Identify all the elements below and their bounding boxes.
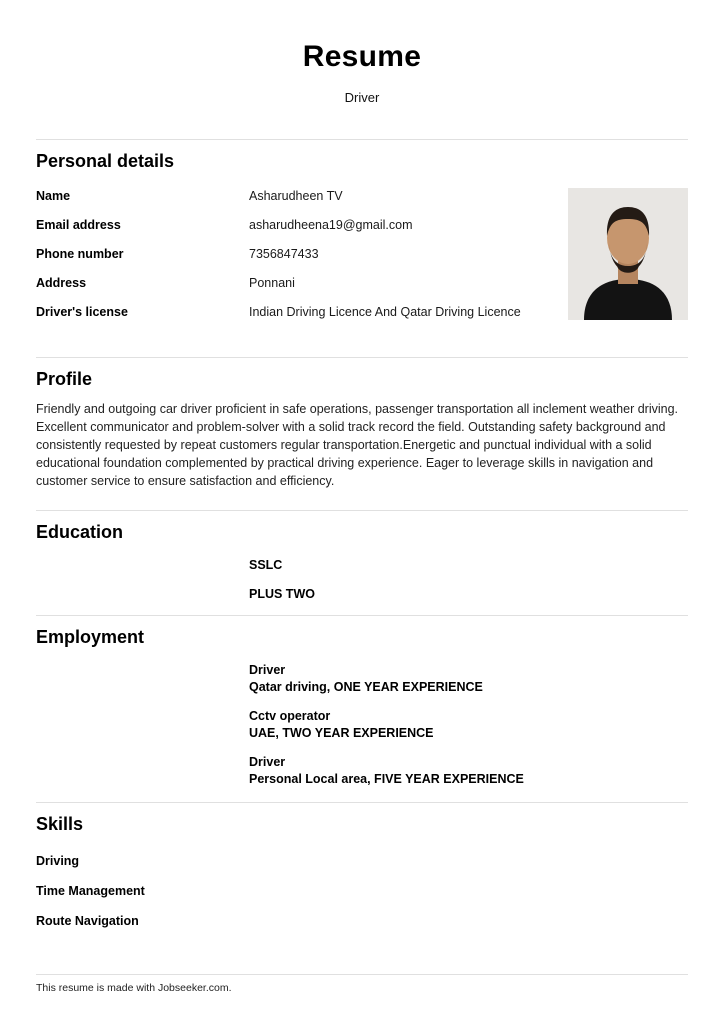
footer-credit: This resume is made with Jobseeker.com. bbox=[36, 982, 232, 994]
employment-heading: Employment bbox=[36, 627, 145, 647]
page-footer bbox=[36, 974, 688, 994]
section-personal-details bbox=[36, 139, 688, 333]
profile-photo bbox=[568, 188, 688, 320]
detail-label: Email address bbox=[36, 218, 121, 232]
page-title: Resume bbox=[302, 40, 422, 73]
employment-list bbox=[249, 662, 688, 788]
profile-text: Friendly and outgoing car driver proficient in safe operations, passenger transportation all inclement weather driving. Excellent communicator and problem-solver with a solid track record the field. Outstanding safety background and consistently requested by repeat customers regular transportation.Energetic and punctual individual with a solid educational foundation complemented by practical driving experience. Eager to leverage skills in navigation and customer service to ensure satisfaction and efficiency. bbox=[36, 402, 679, 488]
education-heading: Education bbox=[36, 522, 124, 542]
education-item: SSLC bbox=[249, 558, 283, 572]
person-portrait-icon bbox=[568, 188, 688, 320]
education-list bbox=[249, 557, 688, 602]
personal-details-heading: Personal details bbox=[36, 151, 175, 171]
detail-row-license bbox=[36, 304, 548, 320]
detail-value: Ponnani bbox=[249, 276, 295, 290]
detail-label: Driver's license bbox=[36, 305, 128, 319]
resume-header bbox=[0, 0, 724, 105]
employment-title: Cctv operator bbox=[249, 709, 331, 723]
detail-row-address bbox=[36, 275, 548, 291]
section-profile bbox=[36, 357, 688, 490]
detail-value: asharudheena19@gmail.com bbox=[249, 218, 413, 232]
detail-label: Address bbox=[36, 276, 87, 290]
employment-detail: Qatar driving, ONE YEAR EXPERIENCE bbox=[249, 680, 483, 694]
employment-item bbox=[249, 754, 688, 788]
detail-label: Name bbox=[36, 189, 71, 203]
skill-item: Driving bbox=[36, 854, 80, 868]
detail-value: Indian Driving Licence And Qatar Driving Licence bbox=[249, 305, 521, 319]
personal-details-body bbox=[36, 188, 688, 333]
employment-detail: UAE, TWO YEAR EXPERIENCE bbox=[249, 726, 434, 740]
skills-list bbox=[36, 853, 688, 929]
employment-title: Driver bbox=[249, 755, 286, 769]
section-skills bbox=[36, 802, 688, 929]
detail-label: Phone number bbox=[36, 247, 124, 261]
detail-row-email bbox=[36, 217, 548, 233]
section-employment bbox=[36, 615, 688, 788]
page-subtitle: Driver bbox=[344, 90, 380, 105]
employment-item bbox=[249, 662, 688, 696]
skills-heading: Skills bbox=[36, 814, 84, 834]
profile-heading: Profile bbox=[36, 369, 93, 389]
personal-details-rows bbox=[36, 188, 568, 333]
skill-item: Route Navigation bbox=[36, 914, 139, 928]
education-item: PLUS TWO bbox=[249, 587, 315, 601]
section-education bbox=[36, 510, 688, 602]
employment-title: Driver bbox=[249, 663, 286, 677]
detail-row-phone bbox=[36, 246, 548, 262]
employment-detail: Personal Local area, FIVE YEAR EXPERIENCE bbox=[249, 772, 524, 786]
detail-value: 7356847433 bbox=[249, 247, 319, 261]
employment-item bbox=[249, 708, 688, 742]
skill-item: Time Management bbox=[36, 884, 145, 898]
detail-row-name bbox=[36, 188, 548, 204]
detail-value: Asharudheen TV bbox=[249, 189, 343, 203]
